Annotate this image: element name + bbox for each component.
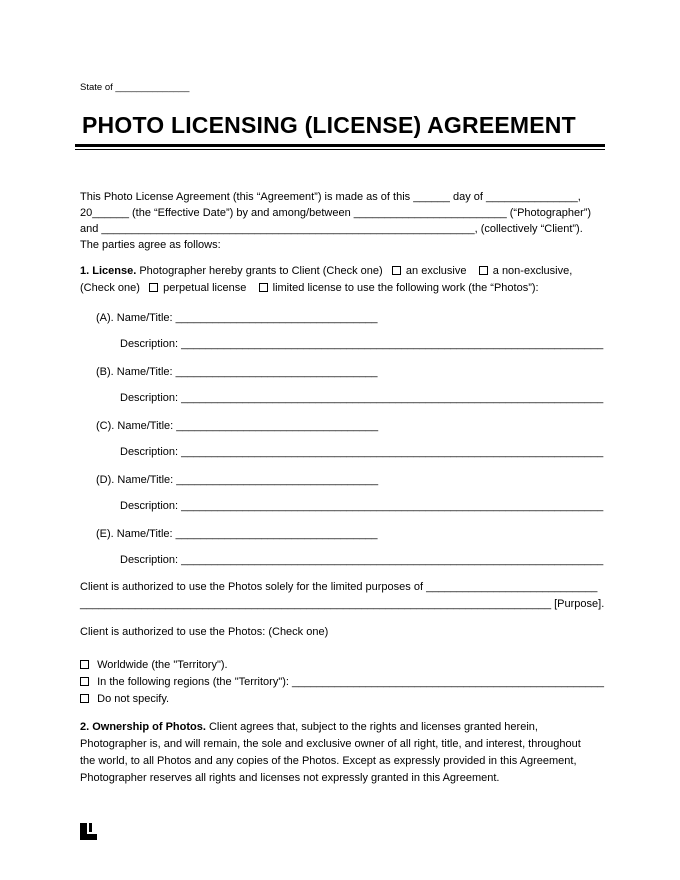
photo-d-name[interactable]: (D). Name/Title: _________________________________ <box>96 474 379 486</box>
limited-checkbox[interactable] <box>259 283 268 292</box>
worldwide-label: Worldwide (the "Territory"). <box>97 659 228 671</box>
photo-c-description[interactable]: Description: _____________________________________________________________________ <box>120 446 604 458</box>
ownership-line-1 <box>80 721 538 733</box>
title-rule-thin <box>75 149 605 150</box>
nonexclusive-checkbox[interactable] <box>479 266 488 275</box>
exclusive-label: an exclusive <box>405 265 467 277</box>
territory-intro: Client is authorized to use the Photos: (Check one) <box>80 626 329 638</box>
regions-label: In the following regions (the "Territory"): ___________________________________________________ <box>97 676 605 688</box>
intro-line-2: 20______ (the “Effective Date”) by and among/between _________________________ (“Photographer”) <box>80 207 592 219</box>
photo-e-name[interactable]: (E). Name/Title: _________________________________ <box>96 528 378 540</box>
exclusive-checkbox[interactable] <box>392 266 401 275</box>
license-text-2: (Check one) <box>80 282 140 294</box>
intro-line-3: and _____________________________________________________________, (collectively “Client”). <box>80 223 583 235</box>
license-line-1 <box>80 265 572 277</box>
ownership-heading: 2. Ownership of Photos. <box>80 721 206 733</box>
purpose-line-2[interactable]: _____________________________________________________________________________ [Purpose]. <box>80 598 605 610</box>
ownership-line-3: the world, to all Photos and any copies of the Photos. Except as expressly provided in this Agreement, <box>80 755 577 767</box>
photo-b-name[interactable]: (B). Name/Title: _________________________________ <box>96 366 378 378</box>
photo-b-description[interactable]: Description: _____________________________________________________________________ <box>120 392 604 404</box>
state-of-line: State of ______________ <box>80 82 190 93</box>
ownership-text-1: Client agrees that, subject to the rights and licenses granted herein, <box>205 721 538 733</box>
photo-c-name[interactable]: (C). Name/Title: _________________________________ <box>96 420 379 432</box>
brand-logo-icon <box>80 823 97 840</box>
limited-label: limited license to use the following work (the “Photos”): <box>272 282 539 294</box>
intro-line-1: This Photo License Agreement (this “Agreement”) is made as of this ______ day of _______________, <box>80 191 581 203</box>
license-text-1: Photographer hereby grants to Client (Check one) <box>136 265 383 277</box>
photo-a-name[interactable]: (A). Name/Title: _________________________________ <box>96 312 378 324</box>
territory-option-worldwide[interactable] <box>80 659 228 671</box>
ownership-line-2: Photographer is, and will remain, the sole and exclusive owner of all right, title, and interest, throughout <box>80 738 581 750</box>
page-title: PHOTO LICENSING (LICENSE) AGREEMENT <box>82 112 576 138</box>
ownership-line-4: Photographer reserves all rights and licenses not expressly granted in this Agreement. <box>80 772 500 784</box>
territory-option-unspecified[interactable] <box>80 693 169 705</box>
regions-checkbox[interactable] <box>80 677 89 686</box>
title-rule-thick <box>75 144 605 147</box>
territory-option-regions[interactable] <box>80 676 604 688</box>
nonexclusive-label: a non-exclusive, <box>492 265 573 277</box>
unspecified-checkbox[interactable] <box>80 694 89 703</box>
perpetual-label: perpetual license <box>163 282 247 294</box>
license-line-2 <box>80 282 539 294</box>
photo-d-description[interactable]: Description: _____________________________________________________________________ <box>120 500 604 512</box>
unspecified-label: Do not specify. <box>97 693 170 705</box>
perpetual-checkbox[interactable] <box>149 283 158 292</box>
intro-line-4: The parties agree as follows: <box>80 239 221 251</box>
photo-e-description[interactable]: Description: _____________________________________________________________________ <box>120 554 604 566</box>
license-heading: 1. License. <box>80 265 137 277</box>
photo-a-description[interactable]: Description: _____________________________________________________________________ <box>120 338 604 350</box>
worldwide-checkbox[interactable] <box>80 660 89 669</box>
purpose-line-1[interactable]: Client is authorized to use the Photos solely for the limited purposes of ____________________________ <box>80 581 598 593</box>
